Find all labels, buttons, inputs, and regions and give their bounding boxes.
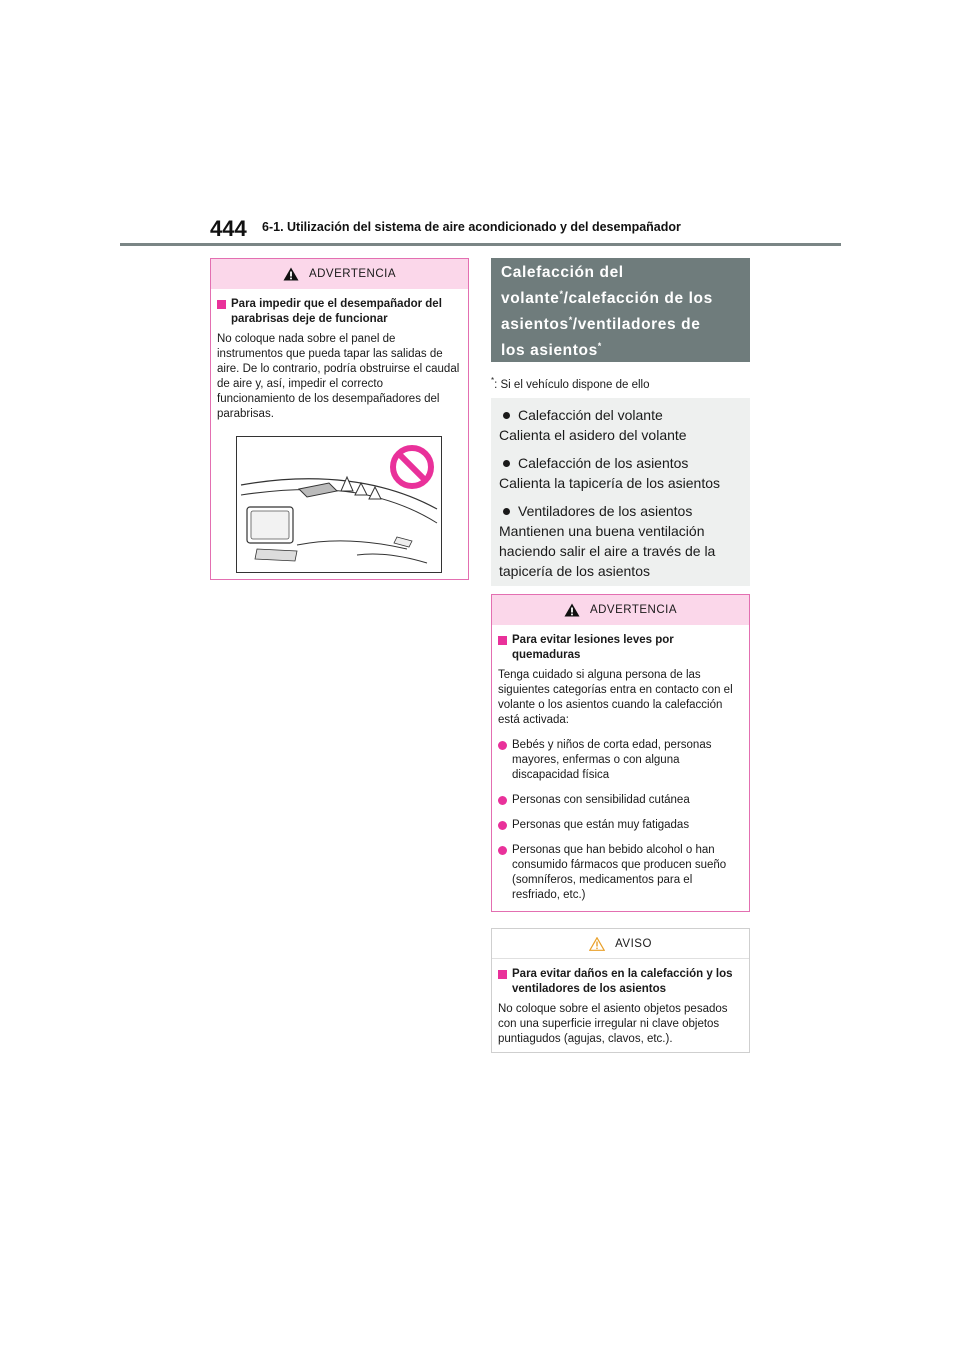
bullet-icon [498, 741, 507, 750]
list-item: Personas que están muy fatigadas [498, 818, 741, 833]
warning-triangle-icon [283, 267, 299, 281]
warning-label: ADVERTENCIA [308, 268, 397, 280]
heading-line-2: volante*/calefacción de los [501, 288, 713, 307]
square-bullet-icon [498, 970, 507, 979]
caution-triangle-icon [589, 937, 605, 951]
bullet-icon [498, 796, 507, 805]
square-bullet-icon [498, 636, 507, 645]
list-item: Personas que han bebido alcohol o han consumido fármacos que producen sueño (somníferos, medicamentos para el resfriado, etc.) [498, 843, 741, 903]
feature-item: Ventiladores de los asientos [499, 501, 742, 521]
bullet-icon [498, 821, 507, 830]
notice-header [492, 929, 749, 959]
feature-description: Calienta el asidero del volante [499, 427, 687, 443]
bullet-icon [503, 412, 510, 419]
feature-list [491, 398, 750, 586]
dashboard-drawing [237, 437, 441, 572]
bullet-icon [498, 846, 507, 855]
warning-header [211, 259, 468, 289]
square-bullet-icon [217, 300, 226, 309]
warning-text: Tenga cuidado si alguna persona de las siguientes categorías entra en contacto con el volante o los asientos cuando la calefacción está activada: [498, 669, 733, 726]
notice-subtitle: Para evitar daños en la calefacción y los ventiladores de los asientos [512, 968, 733, 995]
feature-description: Mantienen una buena ventilación haciendo salir el aire a través de la tapicería de los asientos [499, 523, 716, 579]
section-title: 6-1. Utilización del sistema de aire acondicionado y del desempañador [262, 220, 681, 234]
heading-line-4: los asientos* [501, 340, 602, 359]
warning-text: No coloque nada sobre el panel de instrumentos que pueda tapar las salidas de aire. De lo contrario, podría obstruirse el caudal de aire y, así, impedir el correcto funcionamiento de los desempañadores del parabrisas. [217, 333, 460, 420]
bullet-icon [503, 508, 510, 515]
feature-item: Calefacción del volante [499, 405, 742, 425]
warning-label: ADVERTENCIA [589, 604, 678, 616]
header-rule [120, 243, 841, 246]
notice-text: No coloque sobre el asiento objetos pesados con una superficie irregular ni clave objetos puntiagudos (agujas, clavos, etc.). [498, 1003, 728, 1045]
warning-subtitle: Para impedir que el desempañador del parabrisas deje de funcionar [231, 298, 442, 325]
list-item: Bebés y niños de corta edad, personas mayores, enfermas o con alguna discapacidad física [498, 738, 741, 783]
notice-label: AVISO [615, 937, 652, 950]
notice-box [491, 928, 750, 1053]
bullet-icon [503, 460, 510, 467]
heading-line-1: Calefacción del [501, 264, 624, 281]
warning-triangle-icon [564, 603, 580, 617]
warning-header [492, 595, 749, 625]
warning-box-burns [491, 594, 750, 912]
list-item: Personas con sensibilidad cutánea [498, 793, 741, 808]
footnote: *: Si el vehículo dispone de ello [491, 376, 650, 391]
dashboard-illustration [236, 436, 442, 573]
section-heading-block [491, 258, 750, 362]
warning-subtitle: Para evitar lesiones leves por quemaduras [512, 634, 674, 661]
feature-item: Calefacción de los asientos [499, 453, 742, 473]
page-number: 444 [210, 216, 247, 241]
feature-description: Calienta la tapicería de los asientos [499, 475, 721, 491]
heading-line-3: asientos*/ventiladores de [501, 314, 701, 333]
